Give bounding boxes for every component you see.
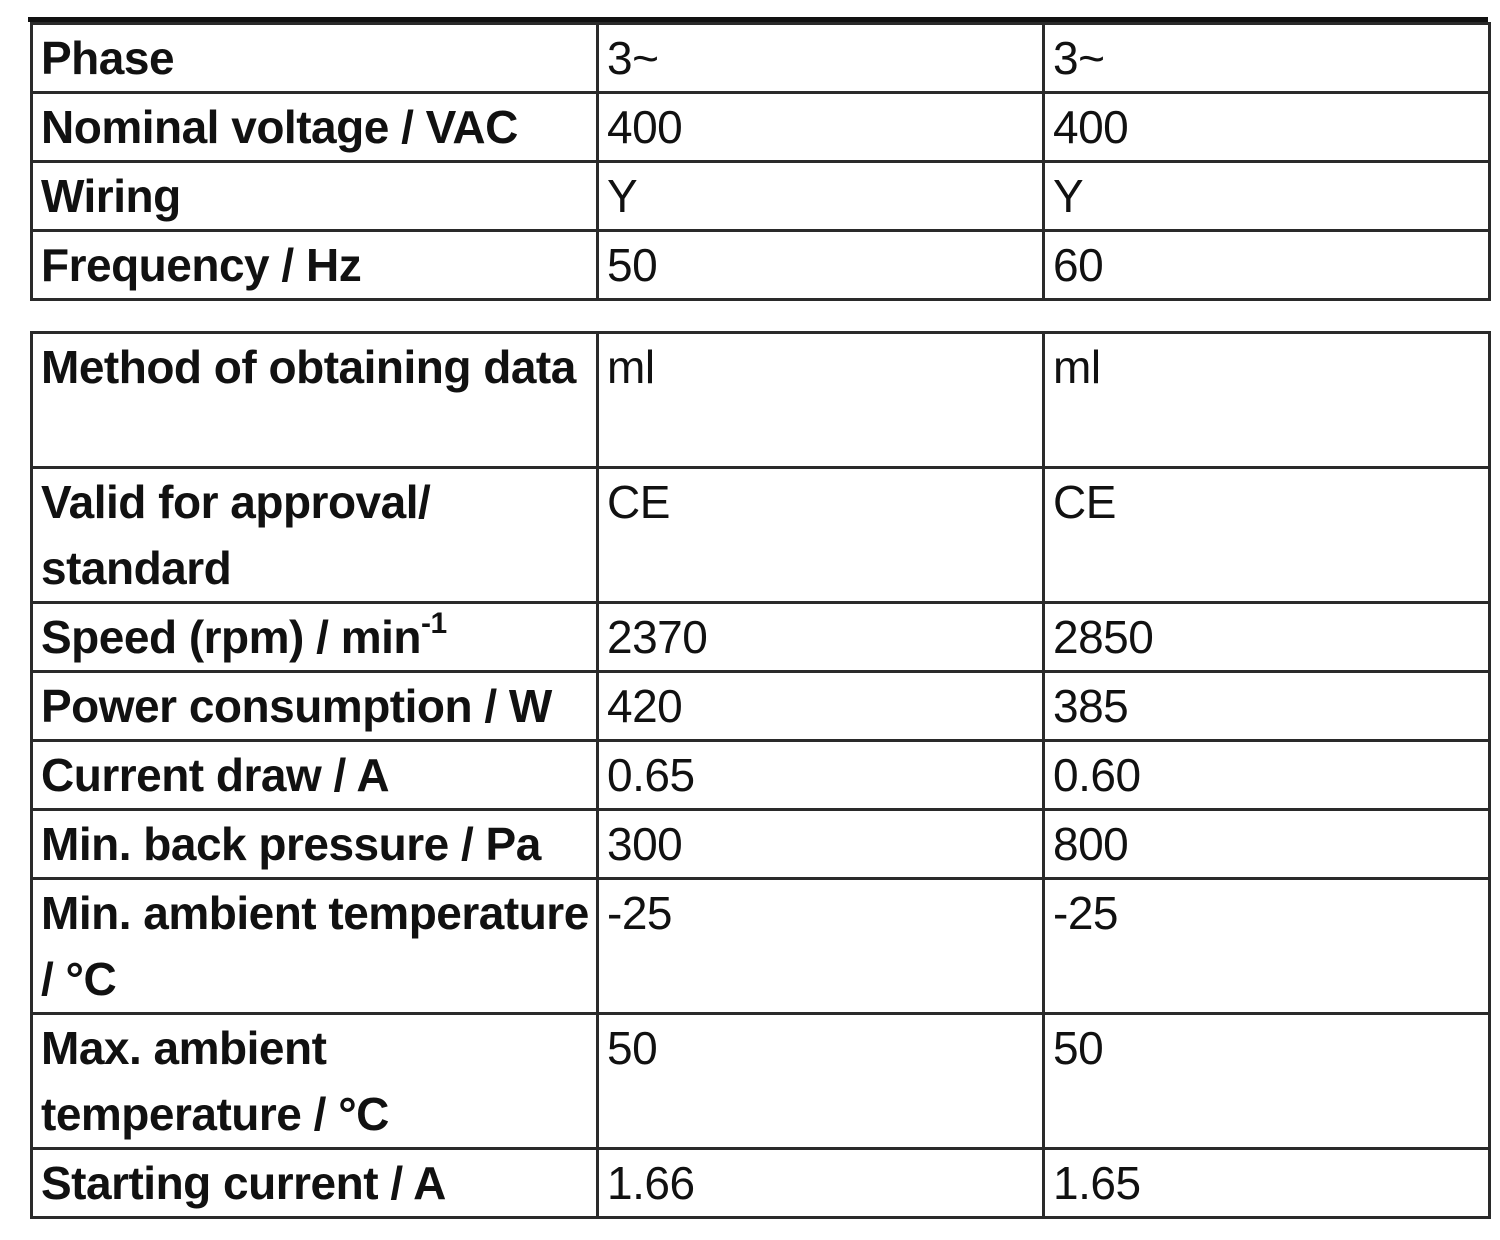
speed-label-text: Speed (rpm) / min xyxy=(41,611,421,663)
speed-unit-exponent: -1 xyxy=(420,606,447,640)
cell-value-50hz: 1.66 xyxy=(598,1149,1044,1218)
table-row xyxy=(32,231,1490,300)
cell-value-50hz: 50 xyxy=(598,231,1044,300)
row-label-min-back-pressure: Min. back pressure / Pa xyxy=(32,810,598,879)
cell-value-60hz: 3~ xyxy=(1044,24,1490,93)
table-row xyxy=(32,93,1490,162)
row-label-nominal-voltage: Nominal voltage / VAC xyxy=(32,93,598,162)
row-label-power-consumption: Power consumption / W xyxy=(32,672,598,741)
row-label-max-ambient-temperature: Max. ambient temperature / °C xyxy=(32,1014,598,1149)
row-label-method-of-obtaining-data: Method of obtaining data xyxy=(32,333,598,468)
cell-value-50hz: CE xyxy=(598,468,1044,603)
cell-value-60hz: 0.60 xyxy=(1044,741,1490,810)
row-label-current-draw: Current draw / A xyxy=(32,741,598,810)
table-row xyxy=(32,333,1490,468)
performance-spec-table xyxy=(30,331,1491,1219)
row-label-min-ambient-temperature: Min. ambient temperature / °C xyxy=(32,879,598,1014)
cell-value-50hz: 50 xyxy=(598,1014,1044,1149)
table-row xyxy=(32,741,1490,810)
row-label-valid-for-approval: Valid for approval/ standard xyxy=(32,468,598,603)
cell-value-60hz: 2850 xyxy=(1044,603,1490,672)
cell-value-50hz: 3~ xyxy=(598,24,1044,93)
cell-value-60hz: CE xyxy=(1044,468,1490,603)
cell-value-50hz: 300 xyxy=(598,810,1044,879)
table-row xyxy=(32,1014,1490,1149)
table-row xyxy=(32,810,1490,879)
table-row xyxy=(32,24,1490,93)
cell-value-60hz: 50 xyxy=(1044,1014,1490,1149)
row-label-frequency: Frequency / Hz xyxy=(32,231,598,300)
cell-value-60hz: -25 xyxy=(1044,879,1490,1014)
table-row xyxy=(32,468,1490,603)
cell-value-50hz: 420 xyxy=(598,672,1044,741)
table-row xyxy=(32,672,1490,741)
cell-value-50hz: 400 xyxy=(598,93,1044,162)
cell-value-50hz: 2370 xyxy=(598,603,1044,672)
row-label-starting-current: Starting current / A xyxy=(32,1149,598,1218)
cell-value-60hz: ml xyxy=(1044,333,1490,468)
cell-value-50hz: -25 xyxy=(598,879,1044,1014)
cell-value-50hz: Y xyxy=(598,162,1044,231)
row-label-wiring: Wiring xyxy=(32,162,598,231)
cell-value-60hz: 60 xyxy=(1044,231,1490,300)
cell-value-60hz: 800 xyxy=(1044,810,1490,879)
cell-value-60hz: 1.65 xyxy=(1044,1149,1490,1218)
cell-value-60hz: Y xyxy=(1044,162,1490,231)
cell-value-50hz: 0.65 xyxy=(598,741,1044,810)
table-row xyxy=(32,162,1490,231)
table-row xyxy=(32,879,1490,1014)
cell-value-60hz: 385 xyxy=(1044,672,1490,741)
row-label-phase: Phase xyxy=(32,24,598,93)
cell-value-50hz: ml xyxy=(598,333,1044,468)
cell-value-60hz: 400 xyxy=(1044,93,1490,162)
electrical-spec-table xyxy=(30,22,1491,301)
table-row xyxy=(32,603,1490,672)
row-label-speed xyxy=(32,603,598,672)
table-row xyxy=(32,1149,1490,1218)
